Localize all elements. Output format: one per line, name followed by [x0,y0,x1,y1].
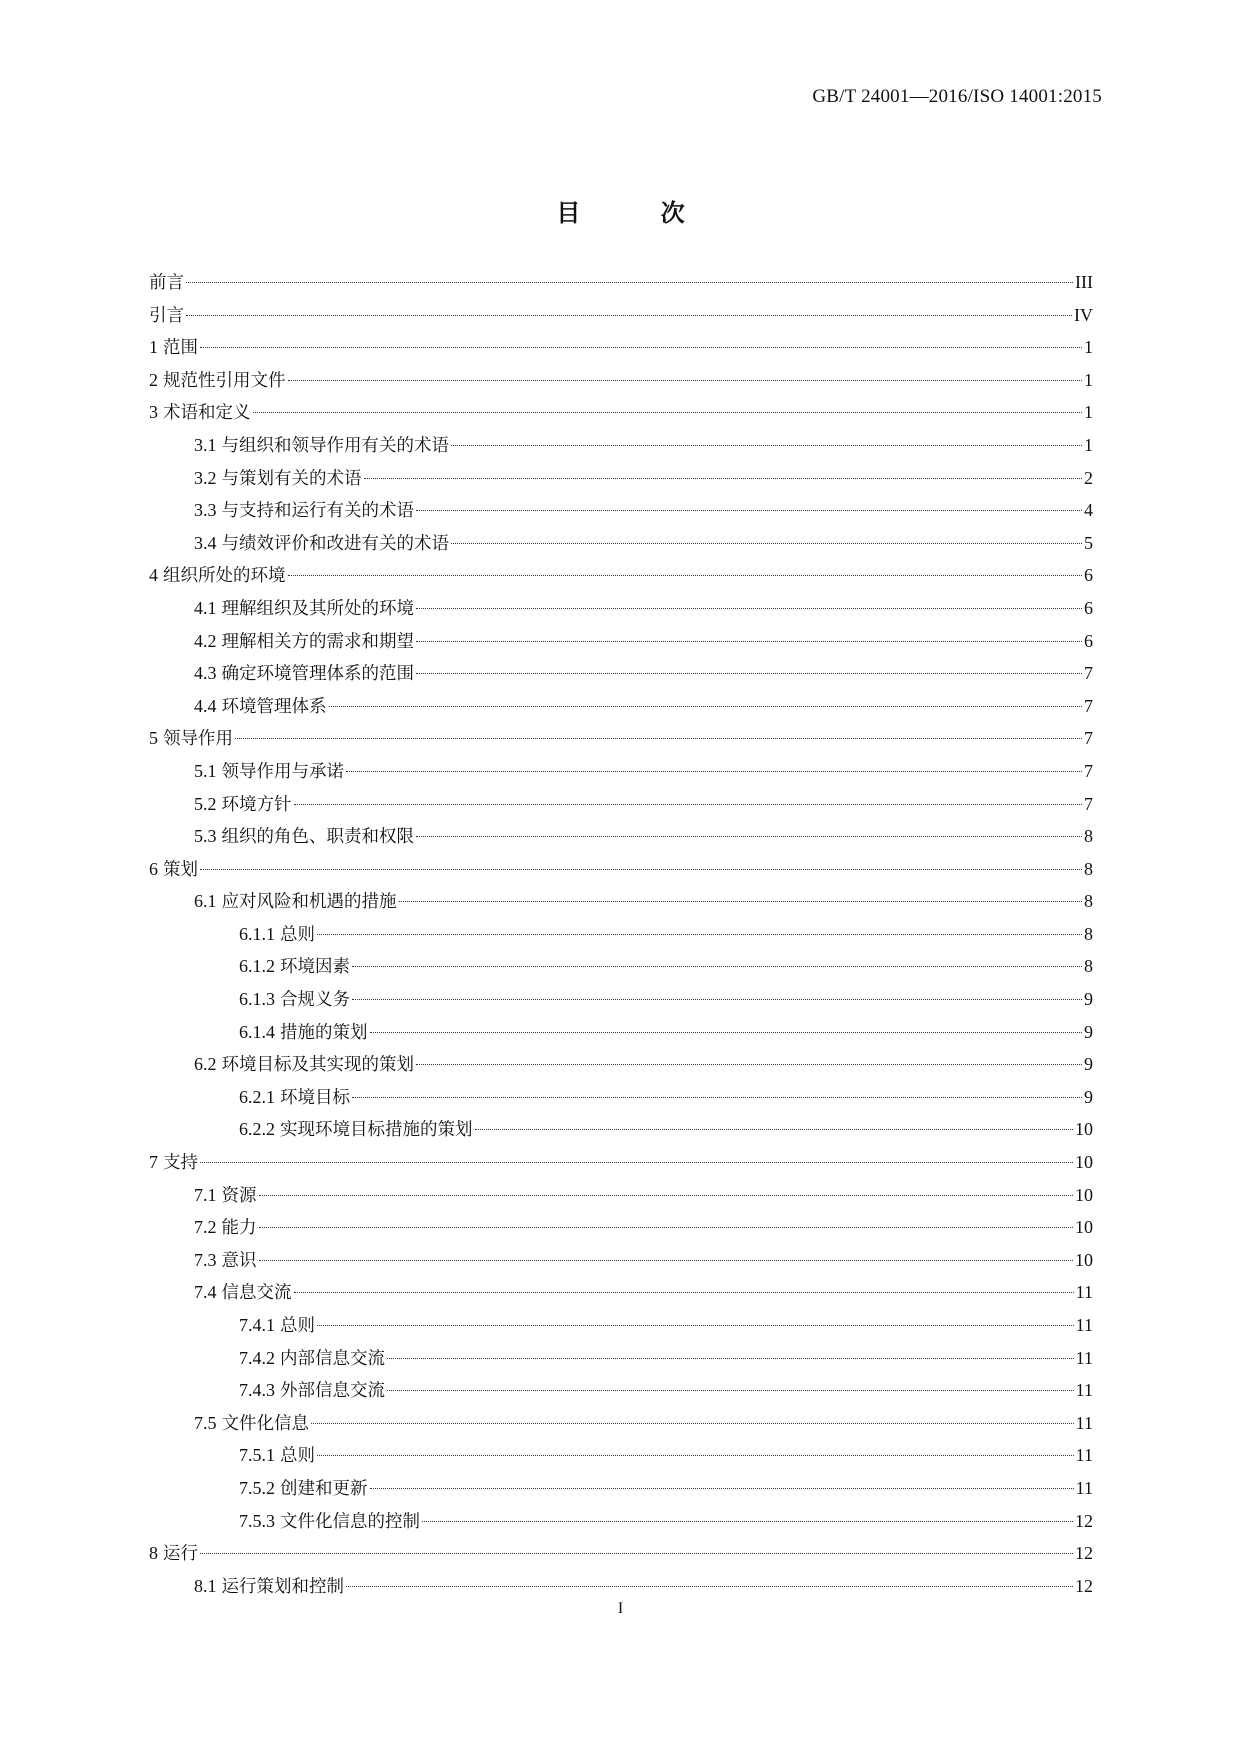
toc-entry-number: 2 [149,369,158,390]
toc-entry[interactable] [149,1081,1093,1114]
toc-entry-number: 8 [149,1543,158,1564]
toc-entry[interactable] [149,364,1093,397]
toc-dot-leader [422,1521,1073,1522]
toc-entry-title: 能力 [221,1218,257,1239]
toc-entry-number: 4.2 [194,630,217,651]
toc-entry-number: 7.4 [194,1282,217,1303]
toc-entry-page: 11 [1075,1380,1093,1401]
toc-entry-page: 5 [1084,532,1093,553]
toc-entry-title: 创建和更新 [280,1478,368,1499]
toc-entry-title: 文件化信息 [221,1413,309,1434]
toc-entry-number: 7 [149,1152,158,1173]
standard-code: GB/T 24001—2016/ISO 14001:2015 [812,86,1102,107]
toc-entry-title: 实现环境目标措施的策划 [280,1120,473,1141]
toc-entry-page: 7 [1084,760,1093,781]
toc-entry-page: 4 [1084,500,1093,521]
toc-entry-title: 合规义务 [280,990,350,1011]
toc-entry-page: 12 [1075,1575,1093,1596]
toc-entry-page: 7 [1084,793,1093,814]
toc-entry-page: 12 [1075,1543,1093,1564]
toc-entry[interactable] [149,820,1093,853]
toc-entry-title: 外部信息交流 [280,1381,385,1402]
toc-entry-number: 7.1 [194,1184,217,1205]
toc-entry-page: 11 [1075,1412,1093,1433]
toc-entry-number: 6.1 [194,891,217,912]
toc-entry-number: 6 [149,858,158,879]
toc-entry-number: 6.1.3 [239,989,275,1010]
toc-entry[interactable] [149,1439,1093,1472]
toc-dot-leader [317,1455,1074,1456]
toc-entry-number: 8.1 [194,1575,217,1596]
toc-dot-leader [186,315,1072,316]
toc-entry-number: 7.5 [194,1412,217,1433]
toc-entry[interactable] [149,527,1093,560]
toc-entry-title: 与策划有关的术语 [221,468,362,489]
toc-entry-number: 3.2 [194,467,217,488]
toc-entry-number: 3.3 [194,500,217,521]
toc-entry[interactable] [149,950,1093,983]
toc-entry[interactable] [149,1146,1093,1179]
toc-entry-number: 7.5.2 [239,1477,275,1498]
toc-entry-page: 10 [1075,1152,1093,1173]
toc-entry-page: 10 [1075,1249,1093,1270]
toc-entry-page: 8 [1084,826,1093,847]
toc-entry-page: 10 [1075,1119,1093,1140]
toc-dot-leader [329,706,1083,707]
toc-dot-leader [294,1292,1074,1293]
toc-entry-number: 6.1.4 [239,1021,275,1042]
toc-entry-title: 组织所处的环境 [163,566,286,587]
toc-entry-page: 1 [1084,369,1093,390]
toc-entry-title: 文件化信息的控制 [280,1511,420,1532]
toc-dot-leader [352,966,1082,967]
toc-dot-leader [387,1358,1074,1359]
toc-entry-title: 与支持和运行有关的术语 [221,501,414,522]
toc-entry-title: 理解相关方的需求和期望 [221,631,414,652]
toc-dot-leader [259,1227,1074,1228]
toc-entry-title: 领导作用 [163,729,233,750]
toc-entry-page: 9 [1084,1086,1093,1107]
toc-entry-page: 12 [1075,1510,1093,1531]
toc-entry-number: 7.2 [194,1217,217,1238]
toc-dot-leader [317,934,1082,935]
toc-entry-title: 措施的策划 [280,1022,368,1043]
toc-entry-number: 7.3 [194,1249,217,1270]
toc-entry[interactable] [149,331,1093,364]
toc-entry-page: 1 [1084,434,1093,455]
toc-entry[interactable] [149,299,1093,332]
toc-entry-title: 前言 [149,273,184,293]
toc-entry[interactable] [149,1244,1093,1277]
toc-entry-title: 环境因素 [280,957,350,978]
toc-entry[interactable] [149,1276,1093,1309]
toc-entry[interactable] [149,885,1093,918]
toc-entry-title: 支持 [163,1153,198,1174]
toc-entry-title: 总则 [280,924,315,945]
toc-entry[interactable] [149,592,1093,625]
toc-entry-title: 确定环境管理体系的范围 [221,664,414,685]
toc-dot-leader [235,738,1082,739]
toc-entry[interactable] [149,853,1093,886]
toc-dot-leader [288,575,1083,576]
toc-dot-leader [416,641,1082,642]
toc-entry-page: III [1075,272,1093,292]
toc-entry-title: 领导作用与承诺 [221,761,344,782]
toc-entry-page: 6 [1084,597,1093,618]
toc-entry[interactable] [149,1179,1093,1212]
toc-dot-leader [370,1032,1083,1033]
table-of-contents [149,266,1093,1602]
toc-entry[interactable] [149,1016,1093,1049]
toc-dot-leader [294,804,1083,805]
toc-entry-title: 规范性引用文件 [163,370,286,391]
toc-entry[interactable] [149,1374,1093,1407]
toc-entry-number: 3.4 [194,532,217,553]
toc-dot-leader [200,1553,1073,1554]
toc-entry-title: 环境目标 [280,1087,350,1108]
toc-entry-title: 运行策划和控制 [221,1576,344,1597]
toc-entry-title: 环境目标及其实现的策划 [221,1055,414,1076]
toc-entry-number: 3 [149,402,158,423]
toc-entry[interactable] [149,1048,1093,1081]
toc-entry-page: 8 [1084,891,1093,912]
toc-entry-number: 7.5.3 [239,1510,275,1531]
toc-entry[interactable] [149,429,1093,462]
toc-entry-page: 8 [1084,923,1093,944]
toc-dot-leader [200,1162,1073,1163]
toc-entry-number: 7.4.1 [239,1315,275,1335]
toc-entry-number: 4.1 [194,597,217,618]
toc-dot-leader [352,1097,1082,1098]
toc-entry-number: 7.5.1 [239,1445,275,1466]
toc-entry-page: 1 [1084,402,1093,423]
toc-entry-page: 6 [1084,630,1093,651]
toc-entry-title: 信息交流 [221,1283,292,1304]
toc-dot-leader [259,1195,1074,1196]
toc-entry-title: 环境管理体系 [221,696,327,717]
toc-entry-title: 与组织和领导作用有关的术语 [221,435,449,456]
page-title: 目 次 [556,199,721,227]
toc-dot-leader [416,1064,1082,1065]
toc-entry-title: 组织的角色、职责和权限 [221,827,414,848]
toc-dot-leader [311,1423,1074,1424]
toc-entry-page: 6 [1084,565,1093,586]
toc-entry-number: 5.1 [194,760,217,781]
toc-entry[interactable] [149,1309,1093,1342]
toc-entry-title: 策划 [163,859,198,880]
toc-dot-leader [259,1260,1074,1261]
toc-entry-title: 意识 [221,1250,257,1271]
toc-entry[interactable] [149,755,1093,788]
toc-entry-number: 4.4 [194,695,217,716]
toc-dot-leader [346,771,1082,772]
toc-entry[interactable] [149,722,1093,755]
toc-entry[interactable] [149,625,1093,658]
toc-entry-page: 2 [1084,467,1093,488]
toc-entry-title: 引言 [149,305,184,326]
toc-entry[interactable] [149,1342,1093,1375]
toc-dot-leader [416,673,1082,674]
toc-dot-leader [416,836,1082,837]
toc-entry[interactable] [149,559,1093,592]
toc-entry-number: 5 [149,728,158,749]
toc-entry-title: 应对风险和机遇的措施 [221,892,397,913]
toc-entry-page: 11 [1075,1477,1093,1498]
toc-entry-page: 7 [1084,663,1093,684]
toc-entry-page: 9 [1084,1021,1093,1042]
toc-entry[interactable] [149,494,1093,527]
toc-entry-title: 理解组织及其所处的环境 [221,598,414,619]
toc-entry-page: 1 [1084,337,1093,358]
toc-entry-page: 11 [1075,1315,1093,1335]
toc-dot-leader [200,347,1082,348]
toc-entry-title: 与绩效评价和改进有关的术语 [221,533,449,554]
toc-entry[interactable] [149,918,1093,951]
toc-entry[interactable] [149,1113,1093,1146]
toc-dot-leader [253,412,1083,413]
toc-entry-number: 6.2 [194,1054,217,1075]
toc-entry-title: 范围 [163,338,198,359]
toc-entry-page: 11 [1075,1445,1093,1466]
toc-entry-page: 7 [1084,728,1093,749]
toc-entry[interactable] [149,1570,1093,1603]
toc-dot-leader [387,1390,1074,1391]
toc-entry-page: 9 [1084,1054,1093,1075]
toc-entry[interactable] [149,396,1093,429]
toc-entry[interactable] [149,1407,1093,1440]
toc-entry[interactable] [149,1537,1093,1570]
toc-entry-page: 9 [1084,989,1093,1010]
toc-entry-page: 10 [1075,1184,1093,1205]
page-number: I [617,1600,624,1617]
toc-entry-number: 4 [149,565,158,586]
toc-dot-leader [370,1488,1074,1489]
toc-dot-leader [475,1129,1074,1130]
toc-entry[interactable] [149,983,1093,1016]
toc-dot-leader [416,510,1082,511]
toc-entry[interactable] [149,1211,1093,1244]
toc-entry[interactable] [149,462,1093,495]
toc-dot-leader [399,901,1083,902]
toc-dot-leader [346,1586,1073,1587]
toc-entry-page: 8 [1084,956,1093,977]
toc-entry-number: 6.2.1 [239,1086,275,1107]
toc-dot-leader [200,869,1082,870]
toc-entry-title: 总则 [280,1446,315,1467]
toc-entry[interactable] [149,266,1093,299]
toc-entry-number: 3.1 [194,434,217,455]
toc-dot-leader [317,1325,1074,1326]
toc-entry-title: 总则 [280,1316,315,1336]
toc-entry-number: 4.3 [194,663,217,684]
toc-entry-title: 环境方针 [221,794,292,815]
toc-entry-page: 11 [1075,1347,1093,1368]
toc-entry-number: 7.4.3 [239,1380,275,1401]
toc-entry[interactable] [149,690,1093,723]
toc-entry-number: 6.1.1 [239,923,275,944]
toc-entry-number: 5.3 [194,826,217,847]
toc-dot-leader [186,282,1073,283]
toc-dot-leader [451,543,1082,544]
toc-entry[interactable] [149,788,1093,821]
toc-entry-page: 10 [1075,1217,1093,1238]
toc-entry-number: 5.2 [194,793,217,814]
toc-entry-number: 7.4.2 [239,1347,275,1368]
toc-entry-title: 资源 [221,1185,257,1206]
toc-entry-number: 1 [149,337,158,358]
toc-entry-page: 7 [1084,695,1093,716]
toc-dot-leader [416,608,1082,609]
toc-entry-title: 术语和定义 [163,403,251,424]
toc-entry-number: 6.1.2 [239,956,275,977]
toc-entry-page: 11 [1075,1282,1093,1303]
toc-dot-leader [364,478,1083,479]
toc-entry[interactable] [149,657,1093,690]
toc-entry-page: IV [1074,304,1093,325]
toc-dot-leader [451,445,1082,446]
toc-entry[interactable] [149,1505,1093,1538]
toc-entry-number: 6.2.2 [239,1119,275,1140]
toc-dot-leader [352,999,1082,1000]
toc-entry-page: 8 [1084,858,1093,879]
toc-entry-title: 运行 [163,1544,198,1565]
toc-entry[interactable] [149,1472,1093,1505]
toc-entry-title: 内部信息交流 [280,1348,385,1369]
toc-dot-leader [288,380,1083,381]
